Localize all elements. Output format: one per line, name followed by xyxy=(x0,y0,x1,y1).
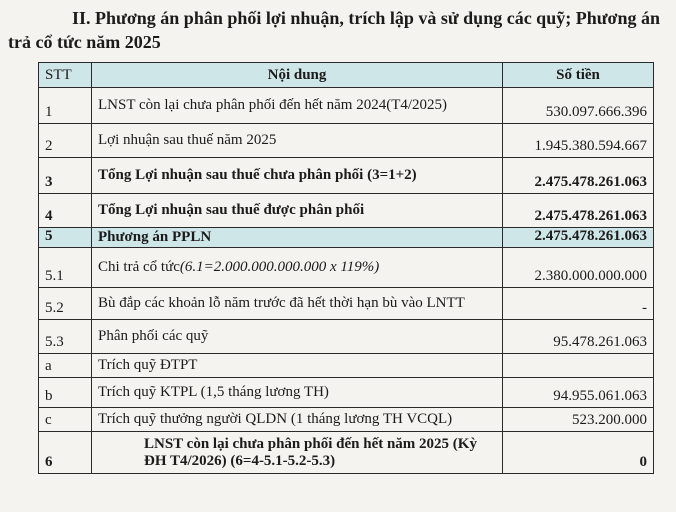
row-amount xyxy=(503,354,654,378)
row-amount: 95.478.261.063 xyxy=(503,320,654,354)
row-stt: 5 xyxy=(39,228,92,248)
table-row xyxy=(39,194,654,228)
header-content: Nội dung xyxy=(92,63,503,88)
row-content: LNST còn lại chưa phân phối đến hết năm 2025 (Kỳ ĐH T4/2026) (6=4-5.1-5.2-5.3) xyxy=(92,432,503,474)
row-content: Trích quỹ thưởng người QLDN (1 tháng lương TH VCQL) xyxy=(92,408,503,432)
row-content: Tổng Lợi nhuận sau thuế được phân phối xyxy=(92,194,503,228)
table-row xyxy=(39,248,654,288)
row-stt: 4 xyxy=(39,194,92,228)
row-content xyxy=(92,248,503,288)
table-row xyxy=(39,158,654,194)
row-stt: b xyxy=(39,378,92,408)
row-amount: 2.475.478.261.063 xyxy=(503,194,654,228)
row-content-note: (6.1=2.000.000.000.000 x 119%) xyxy=(179,259,380,275)
row-amount: 0 xyxy=(503,432,654,474)
row-stt: 3 xyxy=(39,158,92,194)
row-amount: 94.955.061.063 xyxy=(503,378,654,408)
table-row xyxy=(39,408,654,432)
section-title: II. Phương án phân phối lợi nhuận, trích lập và sử dụng các quỹ; Phương án trả cổ tức năm 2025 xyxy=(8,8,660,52)
table-row xyxy=(39,432,654,474)
row-content: Tổng Lợi nhuận sau thuế chưa phân phối (3=1+2) xyxy=(92,158,503,194)
row-content: LNST còn lại chưa phân phối đến hết năm 2024(T4/2025) xyxy=(92,88,503,124)
table-row xyxy=(39,320,654,354)
row-amount: 2.475.478.261.063 xyxy=(503,228,654,248)
profit-distribution-table xyxy=(38,62,654,474)
row-content: Phương án PPLN xyxy=(92,228,503,248)
table-row xyxy=(39,88,654,124)
row-stt: 5.1 xyxy=(39,248,92,288)
row-amount: 530.097.666.396 xyxy=(503,88,654,124)
table-row xyxy=(39,354,654,378)
row-amount: - xyxy=(503,288,654,320)
row-amount: 2.380.000.000.000 xyxy=(503,248,654,288)
row-content: Trích quỹ ĐTPT xyxy=(92,354,503,378)
header-stt: STT xyxy=(39,63,92,88)
row-stt: 5.2 xyxy=(39,288,92,320)
row-content: Lợi nhuận sau thuế năm 2025 xyxy=(92,124,503,158)
row-amount: 2.475.478.261.063 xyxy=(503,158,654,194)
row-stt: 1 xyxy=(39,88,92,124)
row-stt: 5.3 xyxy=(39,320,92,354)
row-content: Bù đắp các khoản lỗ năm trước đã hết thời hạn bù vào LNTT xyxy=(92,288,503,320)
table-row xyxy=(39,378,654,408)
row-amount: 1.945.380.594.667 xyxy=(503,124,654,158)
header-amount: Số tiền xyxy=(503,63,654,88)
row-stt: a xyxy=(39,354,92,378)
table-row xyxy=(39,124,654,158)
row-content-text: Chi trả cổ tức xyxy=(98,259,180,275)
row-stt: 6 xyxy=(39,432,92,474)
row-content: Phân phối các quỹ xyxy=(92,320,503,354)
row-content: Trích quỹ KTPL (1,5 tháng lương TH) xyxy=(92,378,503,408)
row-stt: c xyxy=(39,408,92,432)
table-header-row xyxy=(39,63,654,88)
table-row xyxy=(39,288,654,320)
table-row xyxy=(39,228,654,248)
row-amount: 523.200.000 xyxy=(503,408,654,432)
row-stt: 2 xyxy=(39,124,92,158)
